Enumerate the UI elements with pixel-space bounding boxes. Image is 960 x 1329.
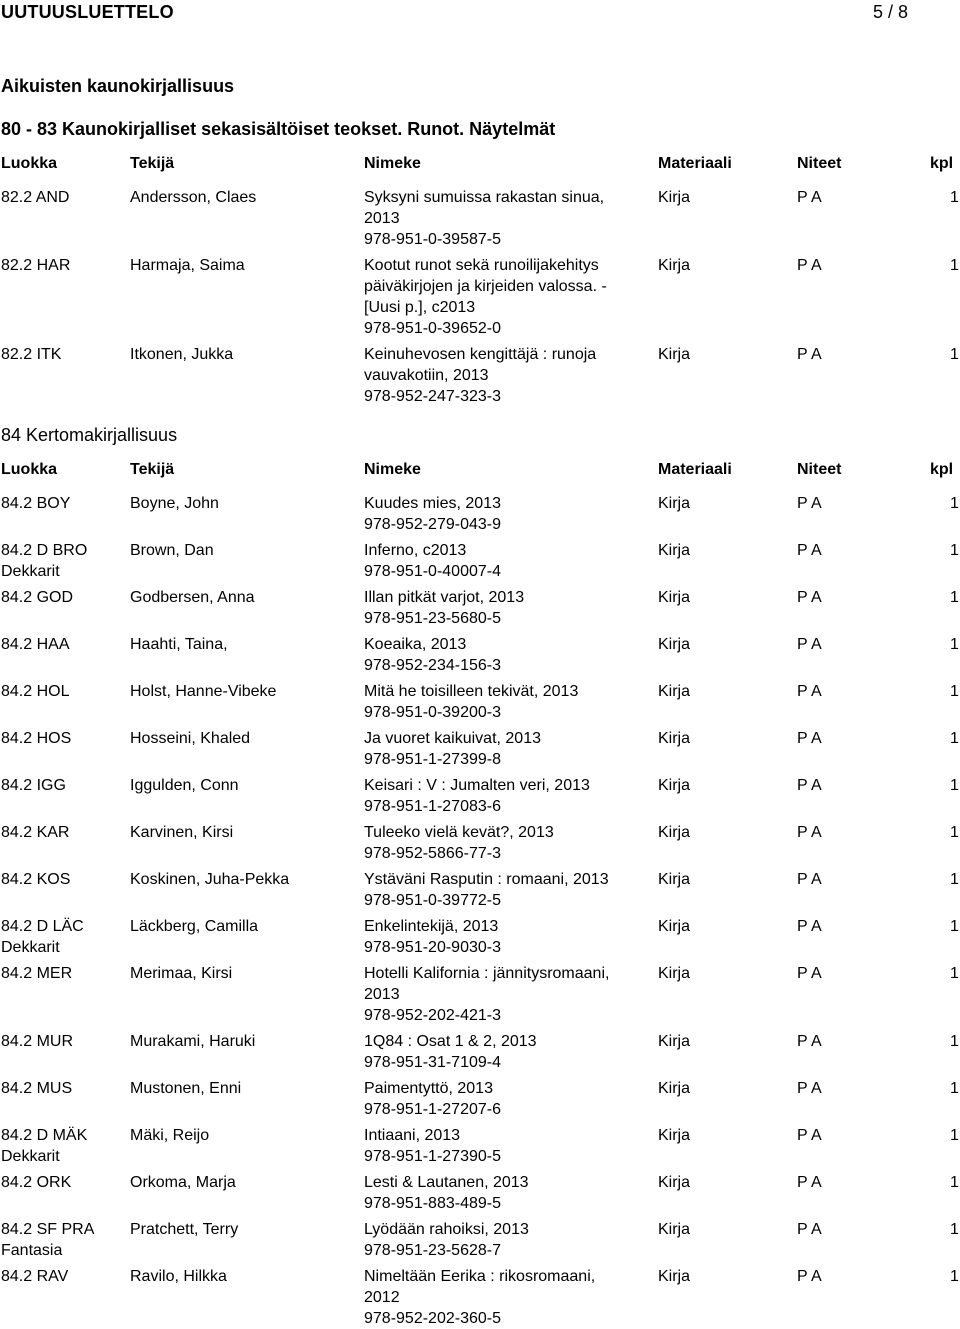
title-cell — [364, 822, 634, 864]
column-header-row — [0, 459, 960, 481]
title-cell — [364, 963, 634, 1026]
category-title: Aikuisten kaunokirjallisuus — [1, 76, 235, 96]
title-cell — [364, 1172, 634, 1214]
copy-count: 1 — [950, 777, 959, 794]
title-line: Ja vuoret kaikuivat, 2013 — [364, 730, 541, 747]
title-line: [Uusi p.], c2013 — [364, 299, 476, 316]
luokka-cell — [1, 916, 121, 958]
title-line: Keinuhevosen kengittäjä : runoja — [364, 346, 597, 363]
author: Orkoma, Marja — [130, 1174, 236, 1191]
luokka-cell — [1, 1219, 121, 1261]
column-header-niteet: Niteet — [797, 461, 842, 478]
shelf-code: 84.2 KAR — [1, 824, 70, 841]
shelf-code: 84.2 MUS — [1, 1080, 73, 1097]
column-header-materiaali: Materiaali — [658, 461, 732, 478]
title-line: Mitä he toisilleen tekivät, 2013 — [364, 683, 579, 700]
material-type: Kirja — [658, 965, 691, 982]
isbn: 978-952-234-156-3 — [364, 657, 501, 674]
shelf-code: 84.2 HAA — [1, 636, 70, 653]
isbn: 978-952-202-360-5 — [364, 1310, 501, 1327]
copy-count: 1 — [950, 965, 959, 982]
shelf-code: 82.2 ITK — [1, 346, 62, 363]
author: Mäki, Reijo — [130, 1127, 210, 1144]
material-type: Kirja — [658, 1221, 691, 1238]
copy-count: 1 — [950, 1127, 959, 1144]
title-cell — [364, 1031, 634, 1073]
luokka-cell — [1, 634, 121, 655]
copies-location: P A — [797, 1033, 822, 1050]
author: Holst, Hanne-Vibeke — [130, 683, 277, 700]
shelf-code: 82.2 AND — [1, 189, 70, 206]
column-header-tekija: Tekijä — [130, 461, 175, 478]
title-line: vauvakotiin, 2013 — [364, 367, 489, 384]
title-cell — [364, 775, 634, 817]
isbn: 978-951-883-489-5 — [364, 1195, 501, 1212]
isbn: 978-951-0-39587-5 — [364, 231, 501, 248]
luokka-cell — [1, 728, 121, 749]
material-type: Kirja — [658, 683, 691, 700]
copy-count: 1 — [950, 636, 959, 653]
copy-count: 1 — [950, 1174, 959, 1191]
title-line: Kootut runot sekä runoilijakehitys — [364, 257, 599, 274]
material-type: Kirja — [658, 918, 691, 935]
luokka-cell — [1, 1125, 121, 1167]
title-line: Koeaika, 2013 — [364, 636, 467, 653]
material-type: Kirja — [658, 589, 691, 606]
author: Brown, Dan — [130, 542, 214, 559]
isbn: 978-951-31-7109-4 — [364, 1054, 501, 1071]
title-line: Enkelintekijä, 2013 — [364, 918, 499, 935]
column-header-materiaali: Materiaali — [658, 155, 732, 172]
genre-label: Dekkarit — [1, 1148, 60, 1165]
copies-location: P A — [797, 1268, 822, 1285]
title-line: 1Q84 : Osat 1 & 2, 2013 — [364, 1033, 537, 1050]
title-cell — [364, 540, 634, 582]
column-header-kpl: kpl — [930, 461, 954, 478]
title-cell — [364, 681, 634, 723]
page-number: 5 / 8 — [873, 2, 909, 22]
section-title: 80 - 83 Kaunokirjalliset sekasisältöiset teokset. Runot. Näytelmät — [1, 119, 556, 139]
isbn: 978-951-1-27207-6 — [364, 1101, 501, 1118]
copy-count: 1 — [950, 346, 959, 363]
column-header-kpl: kpl — [930, 155, 954, 172]
copies-location: P A — [797, 346, 822, 363]
title-cell — [364, 1125, 634, 1167]
material-type: Kirja — [658, 189, 691, 206]
luokka-cell — [1, 822, 121, 843]
shelf-code: 84.2 MER — [1, 965, 73, 982]
genre-label: Dekkarit — [1, 939, 60, 956]
title-line: 2013 — [364, 210, 400, 227]
isbn: 978-951-23-5680-5 — [364, 610, 501, 627]
section-title: 84 Kertomakirjallisuus — [1, 425, 178, 445]
isbn: 978-952-247-323-3 — [364, 388, 501, 405]
column-header-tekija: Tekijä — [130, 155, 175, 172]
author: Mustonen, Enni — [130, 1080, 242, 1097]
luokka-cell — [1, 344, 121, 365]
column-header-luokka: Luokka — [1, 461, 58, 478]
shelf-code: 84.2 MUR — [1, 1033, 74, 1050]
document-title: UUTUUSLUETTELO — [1, 2, 174, 22]
luokka-cell — [1, 1266, 121, 1287]
genre-label: Dekkarit — [1, 563, 60, 580]
title-line: 2012 — [364, 1289, 400, 1306]
copy-count: 1 — [950, 542, 959, 559]
title-line: Illan pitkät varjot, 2013 — [364, 589, 525, 606]
isbn: 978-951-1-27399-8 — [364, 751, 501, 768]
luokka-cell — [1, 1031, 121, 1052]
material-type: Kirja — [658, 636, 691, 653]
shelf-code: 84.2 GOD — [1, 589, 74, 606]
material-type: Kirja — [658, 1033, 691, 1050]
isbn: 978-951-0-39652-0 — [364, 320, 501, 337]
copies-location: P A — [797, 636, 822, 653]
column-header-nimeke: Nimeke — [364, 155, 421, 172]
author: Murakami, Haruki — [130, 1033, 256, 1050]
copies-location: P A — [797, 589, 822, 606]
copies-location: P A — [797, 683, 822, 700]
material-type: Kirja — [658, 1268, 691, 1285]
title-cell — [364, 869, 634, 911]
luokka-cell — [1, 1078, 121, 1099]
title-cell — [364, 916, 634, 958]
copy-count: 1 — [950, 871, 959, 888]
title-line: Tuleeko vielä kevät?, 2013 — [364, 824, 554, 841]
title-line: Ystäväni Rasputin : romaani, 2013 — [364, 871, 609, 888]
author: Godbersen, Anna — [130, 589, 255, 606]
title-line: Nimeltään Eerika : rikosromaani, — [364, 1268, 596, 1285]
shelf-code: 84.2 SF PRA — [1, 1221, 95, 1238]
copies-location: P A — [797, 1221, 822, 1238]
title-line: päiväkirjojen ja kirjeiden valossa. - — [364, 278, 607, 295]
material-type: Kirja — [658, 346, 691, 363]
title-line: 2013 — [364, 986, 400, 1003]
title-cell — [364, 187, 634, 250]
title-line: Kuudes mies, 2013 — [364, 495, 501, 512]
luokka-cell — [1, 681, 121, 702]
author: Merimaa, Kirsi — [130, 965, 233, 982]
copies-location: P A — [797, 495, 822, 512]
copy-count: 1 — [950, 1221, 959, 1238]
copy-count: 1 — [950, 1080, 959, 1097]
copies-location: P A — [797, 871, 822, 888]
column-header-row — [0, 153, 960, 175]
author: Pratchett, Terry — [130, 1221, 239, 1238]
material-type: Kirja — [658, 730, 691, 747]
shelf-code: 84.2 ORK — [1, 1174, 72, 1191]
author: Läckberg, Camilla — [130, 918, 259, 935]
copy-count: 1 — [950, 495, 959, 512]
copies-location: P A — [797, 257, 822, 274]
title-line: Paimentyttö, 2013 — [364, 1080, 493, 1097]
luokka-cell — [1, 187, 121, 208]
author: Harmaja, Saima — [130, 257, 245, 274]
material-type: Kirja — [658, 1080, 691, 1097]
copies-location: P A — [797, 1080, 822, 1097]
title-cell — [364, 1219, 634, 1261]
shelf-code: 84.2 IGG — [1, 777, 66, 794]
isbn: 978-951-23-5628-7 — [364, 1242, 501, 1259]
column-header-niteet: Niteet — [797, 155, 842, 172]
material-type: Kirja — [658, 542, 691, 559]
shelf-code: 84.2 HOS — [1, 730, 72, 747]
author: Karvinen, Kirsi — [130, 824, 234, 841]
copy-count: 1 — [950, 1033, 959, 1050]
isbn: 978-951-0-39772-5 — [364, 892, 501, 909]
title-line: Keisari : V : Jumalten veri, 2013 — [364, 777, 590, 794]
title-line: Lyödään rahoiksi, 2013 — [364, 1221, 529, 1238]
title-line: Syksyni sumuissa rakastan sinua, — [364, 189, 605, 206]
isbn: 978-952-202-421-3 — [364, 1007, 501, 1024]
shelf-code: 84.2 D MÄK — [1, 1127, 88, 1144]
shelf-code: 84.2 HOL — [1, 683, 70, 700]
copies-location: P A — [797, 824, 822, 841]
copies-location: P A — [797, 918, 822, 935]
copies-location: P A — [797, 542, 822, 559]
shelf-code: 84.2 KOS — [1, 871, 71, 888]
title-cell — [364, 255, 634, 339]
shelf-code: 84.2 RAV — [1, 1268, 69, 1285]
author: Haahti, Taina, — [130, 636, 228, 653]
isbn: 978-952-5866-77-3 — [364, 845, 501, 862]
luokka-cell — [1, 775, 121, 796]
shelf-code: 84.2 D LÄC — [1, 918, 84, 935]
title-cell — [364, 1078, 634, 1120]
isbn: 978-951-20-9030-3 — [364, 939, 501, 956]
isbn: 978-951-1-27083-6 — [364, 798, 501, 815]
copy-count: 1 — [950, 824, 959, 841]
genre-label: Fantasia — [1, 1242, 63, 1259]
material-type: Kirja — [658, 824, 691, 841]
title-line: Hotelli Kalifornia : jännitysromaani, — [364, 965, 610, 982]
column-header-luokka: Luokka — [1, 155, 58, 172]
material-type: Kirja — [658, 871, 691, 888]
luokka-cell — [1, 493, 121, 514]
author: Itkonen, Jukka — [130, 346, 234, 363]
page-header — [0, 0, 960, 24]
copy-count: 1 — [950, 1268, 959, 1285]
copies-location: P A — [797, 965, 822, 982]
shelf-code: 84.2 D BRO — [1, 542, 88, 559]
luokka-cell — [1, 963, 121, 984]
copies-location: P A — [797, 1127, 822, 1144]
isbn: 978-952-279-043-9 — [364, 516, 501, 533]
author: Hosseini, Khaled — [130, 730, 251, 747]
title-cell — [364, 587, 634, 629]
title-line: Lesti & Lautanen, 2013 — [364, 1174, 529, 1191]
author: Ravilo, Hilkka — [130, 1268, 227, 1285]
luokka-cell — [1, 869, 121, 890]
copies-location: P A — [797, 189, 822, 206]
material-type: Kirja — [658, 1127, 691, 1144]
title-cell — [364, 634, 634, 676]
copy-count: 1 — [950, 730, 959, 747]
shelf-code: 82.2 HAR — [1, 257, 71, 274]
material-type: Kirja — [658, 777, 691, 794]
isbn: 978-951-0-40007-4 — [364, 563, 501, 580]
isbn: 978-951-1-27390-5 — [364, 1148, 501, 1165]
copy-count: 1 — [950, 589, 959, 606]
title-cell — [364, 493, 634, 535]
title-cell — [364, 728, 634, 770]
column-header-nimeke: Nimeke — [364, 461, 421, 478]
copy-count: 1 — [950, 257, 959, 274]
author: Iggulden, Conn — [130, 777, 239, 794]
title-cell — [364, 344, 634, 407]
luokka-cell — [1, 1172, 121, 1193]
luokka-cell — [1, 540, 121, 582]
copies-location: P A — [797, 777, 822, 794]
luokka-cell — [1, 255, 121, 276]
title-line: Intiaani, 2013 — [364, 1127, 461, 1144]
copy-count: 1 — [950, 189, 959, 206]
copies-location: P A — [797, 730, 822, 747]
isbn: 978-951-0-39200-3 — [364, 704, 501, 721]
title-line: Inferno, c2013 — [364, 542, 467, 559]
material-type: Kirja — [658, 495, 691, 512]
material-type: Kirja — [658, 1174, 691, 1191]
copies-location: P A — [797, 1174, 822, 1191]
author: Koskinen, Juha-Pekka — [130, 871, 290, 888]
author: Boyne, John — [130, 495, 219, 512]
copy-count: 1 — [950, 683, 959, 700]
title-cell — [364, 1266, 634, 1329]
luokka-cell — [1, 587, 121, 608]
copy-count: 1 — [950, 918, 959, 935]
shelf-code: 84.2 BOY — [1, 495, 71, 512]
material-type: Kirja — [658, 257, 691, 274]
author: Andersson, Claes — [130, 189, 257, 206]
